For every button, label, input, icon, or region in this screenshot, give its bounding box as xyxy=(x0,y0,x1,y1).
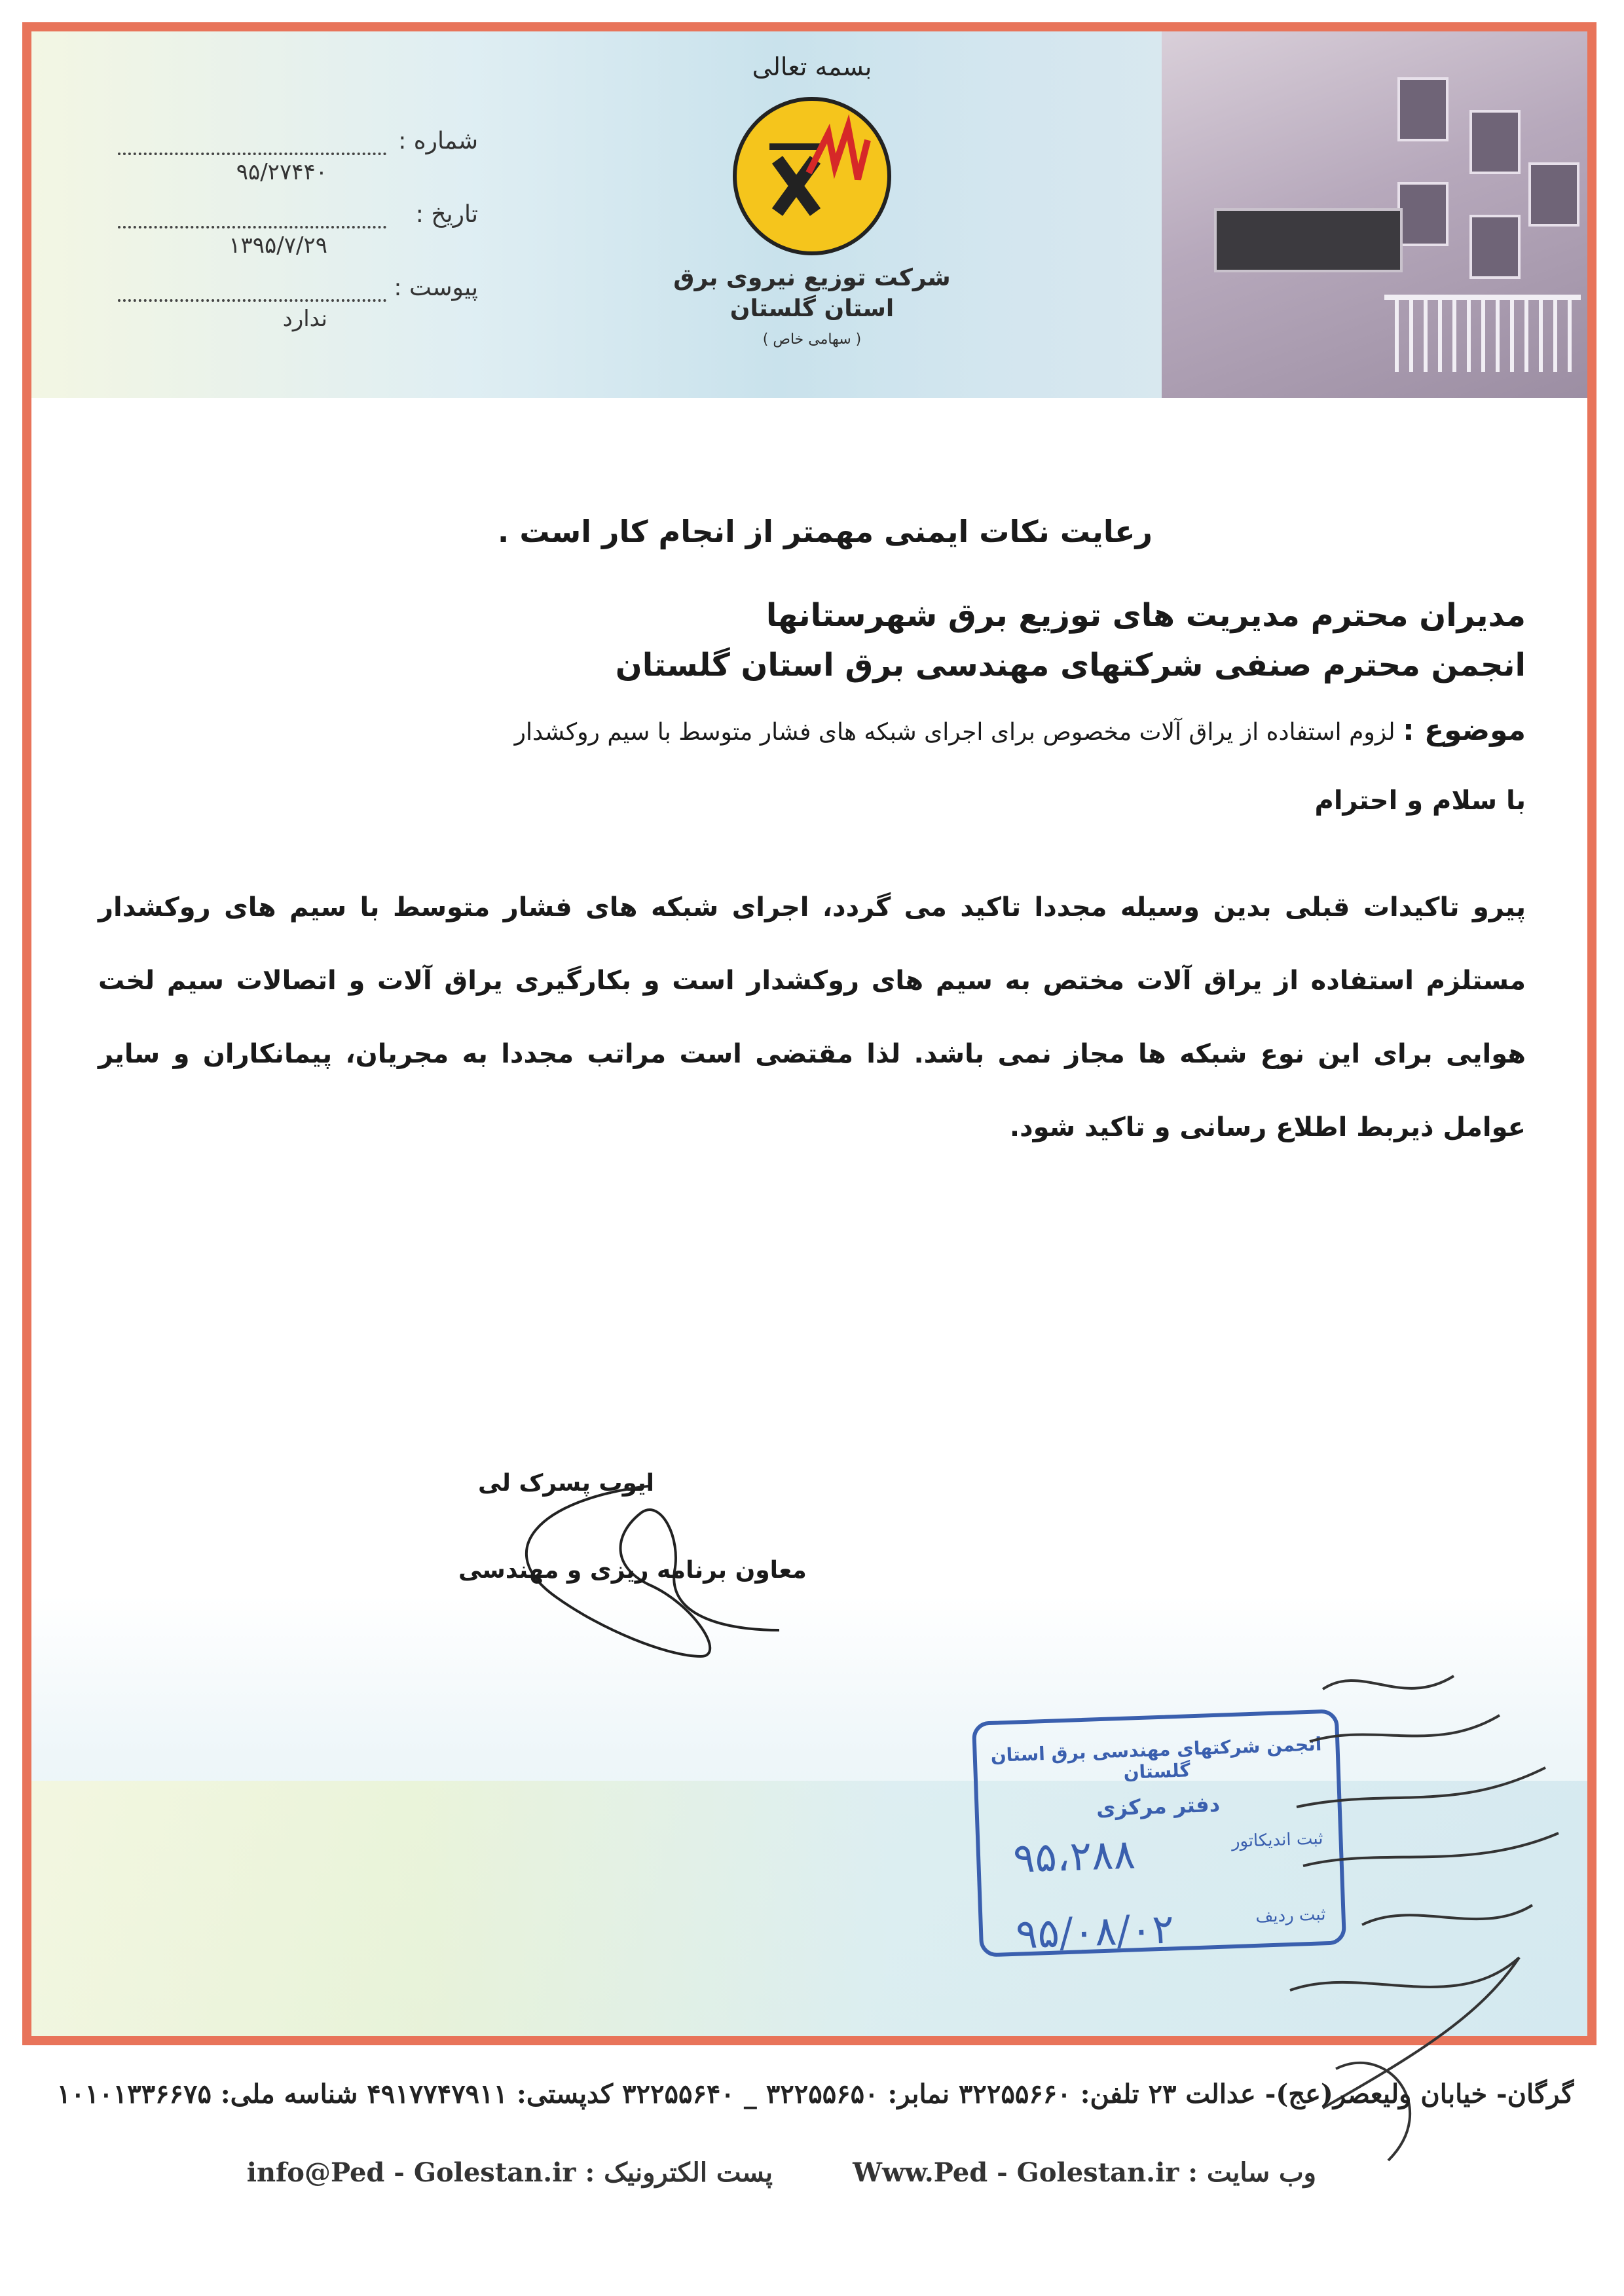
letter-body: پیرو تاکیدات قبلی بدین وسیله مجددا تاکید می گردد، اجرای شبکه های فشار متوسط با سیم های روکشدار مستلزم استفاده از یراق آلات مختص به سیم های روکشدار است و بکارگیری یراق آلات و اتصالات سیم لخت هوایی برای این نوع شبکه ها مجاز نمی باشد. لذا مقتضی است مراتب مجددا به مجریان، پیمانکاران و سایر عوامل ذیربط اطلاع رسانی و تاکید شود. xyxy=(98,892,1526,1142)
website-url[interactable]: Www.Ped - Golestan.ir xyxy=(853,2157,1179,2188)
email-address[interactable]: info@Ped - Golestan.ir xyxy=(246,2157,576,2188)
stamp-row-date: ۹۵/۰۸/۰۲ xyxy=(1014,1904,1175,1958)
stamp-org: انجمن شرکتهای مهندسی برق استان گلستان xyxy=(990,1733,1322,1783)
signatory-name: ایوب پسرک لی xyxy=(478,1470,655,1497)
footer-contact: گرگان- خیابان ولیعصر(عج)- عدالت ۲۳ تلفن: ۳۲۲۵۵۶۶۰ نمابر: ۳۲۲۵۵۶۵۰ _ ۳۲۲۵۵۶۴۰ کدپستی: ۴۹۱۷۷۴۷۹۱۱ شناسه ملی: ۱۰۱۰۱۳۳۶۶۷۵ xyxy=(56,2079,1574,2109)
meta-label: تاریخ : xyxy=(415,201,478,228)
meta-value: ۹۵/۲۷۴۴۰ xyxy=(236,159,327,185)
signatory-title: معاون برنامه ریزی و مهندسی xyxy=(458,1557,807,1584)
meta-date xyxy=(111,201,478,274)
meta-label: شماره : xyxy=(398,128,478,155)
photo-window xyxy=(1469,215,1521,279)
electricity-logo-icon xyxy=(733,97,891,255)
photo-sign xyxy=(1214,208,1403,272)
meta-number xyxy=(111,128,478,201)
photo-window xyxy=(1528,162,1579,227)
meta-value: ندارد xyxy=(282,306,327,332)
subject-label: موضوع : xyxy=(1403,714,1526,747)
photo-window xyxy=(1397,77,1449,141)
company-province: استان گلستان xyxy=(729,295,895,322)
email[interactable] xyxy=(247,2157,773,2188)
greeting: با سلام و احترام xyxy=(1314,786,1526,816)
company-logo-block xyxy=(629,52,995,348)
meta-value: ۱۳۹۵/۷/۲۹ xyxy=(229,232,327,259)
stamp-indicator-label: ثبت اندیکاتور xyxy=(1231,1829,1323,1852)
photo-railing xyxy=(1384,295,1581,372)
basmala: بسمه تعالی xyxy=(752,52,872,81)
photo-window xyxy=(1397,182,1449,246)
recipient-line-1: مدیران محترم مدیریت های توزیع برق شهرستانها xyxy=(766,597,1526,634)
email-label: پست الکترونیک : xyxy=(585,2157,773,2188)
logo-mark-icon xyxy=(737,101,887,251)
meta-label: پیوست : xyxy=(394,274,478,301)
subject-line xyxy=(98,714,1526,747)
company-name: شرکت توزیع نیروی برق xyxy=(673,264,951,291)
stamp-indicator-number: ۹۵،۲۸۸ xyxy=(1012,1830,1136,1882)
stamp-row-label: ثبت ردیف xyxy=(1255,1904,1327,1927)
subject-text: لزوم استفاده از یراق آلات مخصوص برای اجرای شبکه های فشار متوسط با سیم روکشدار xyxy=(514,719,1395,746)
website-label: وب سایت : xyxy=(1188,2157,1316,2188)
photo-window xyxy=(1469,110,1521,174)
dotted-line xyxy=(118,219,386,228)
dotted-line xyxy=(118,146,386,155)
safety-slogan: رعایت نکات ایمنی مهمتر از انجام کار است . xyxy=(497,514,1153,549)
building-photo xyxy=(1162,31,1587,398)
company-type: ( سهامی خاص ) xyxy=(762,331,862,348)
dotted-line xyxy=(118,293,386,302)
meta-attachment xyxy=(111,274,478,348)
recipient-line-2: انجمن محترم صنفی شرکتهای مهندسی برق استان گلستان xyxy=(615,647,1526,683)
website[interactable] xyxy=(853,2157,1316,2188)
letter-meta xyxy=(111,128,478,348)
stamp-office: دفتر مرکزی xyxy=(1096,1791,1221,1821)
